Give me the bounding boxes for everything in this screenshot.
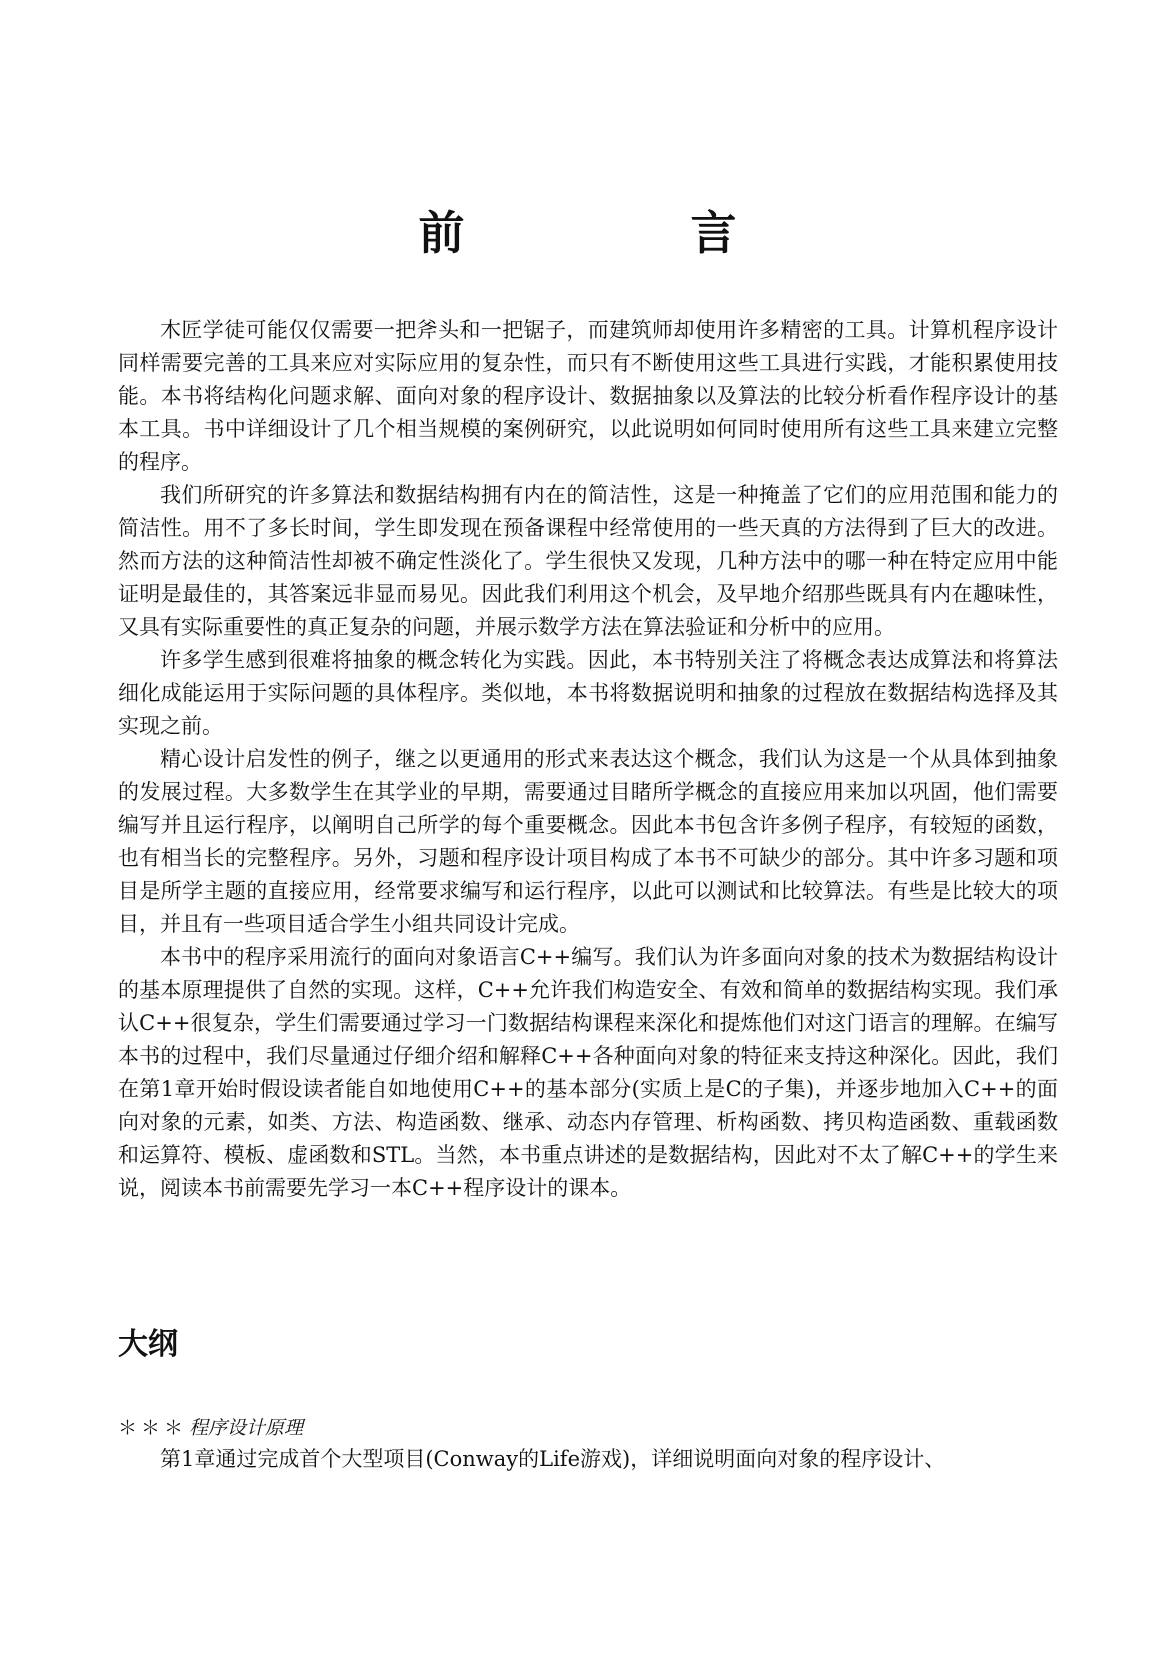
outline-part-title — [118, 1413, 1058, 1443]
part-title-text: 程序设计原理 — [189, 1417, 304, 1439]
paragraph-2: 我们所研究的许多算法和数据结构拥有内在的简洁性，这是一种掩盖了它们的应用范围和能力的简洁性。用不了多长时间，学生即发现在预备课程中经常使用的一些天真的方法得到了巨大的改进。然而方法的这种简洁性却被不确定性淡化了。学生很快又发现，几种方法中的哪一种在特定应用中能证明是最佳的，其答案远非显而易见。因此我们利用这个机会，及早地介绍那些既具有内在趣味性，又具有实际重要性的真正复杂的问题，并展示数学方法在算法验证和分析中的应用。 — [118, 483, 1058, 639]
paragraph-3: 许多学生感到很难将抽象的概念转化为实践。因此，本书特别关注了将概念表达成算法和将算法细化成能运用于实际问题的具体程序。类似地，本书将数据说明和抽象的过程放在数据结构选择及其实现之前。 — [118, 648, 1058, 738]
outline-heading: 大纲 — [118, 1327, 178, 1362]
paragraph-5: 本书中的程序采用流行的面向对象语言C++编写。我们认为许多面向对象的技术为数据结构设计的基本原理提供了自然的实现。这样，C++允许我们构造安全、有效和简单的数据结构实现。我们承认C++很复杂，学生们需要通过学习一门数据结构课程来深化和提炼他们对这门语言的理解。在编写本书的过程中，我们尽量通过仔细介绍和解释C++各种面向对象的特征来支持这种深化。因此，我们在第1章开始时假设读者能自如地使用C++的基本部分(实质上是C的子集)，并逐步地加入C++的面向对象的元素，如类、方法、构造函数、继承、动态内存管理、析构函数、拷贝构造函数、重载函数和运算符、模板、虚函数和STL。当然，本书重点讲述的是数据结构，因此对不太了解C++的学生来说，阅读本书前需要先学习一本C++程序设计的课本。 — [118, 945, 1058, 1200]
outline-section — [118, 1413, 1058, 1476]
paragraph-1: 木匠学徒可能仅仅需要一把斧头和一把锯子，而建筑师却使用许多精密的工具。计算机程序设计同样需要完善的工具来应对实际应用的复杂性，而只有不断使用这些工具进行实践，才能积累使用技能。本书将结构化问题求解、面向对象的程序设计、数据抽象以及算法的比较分析看作程序设计的基本工具。书中详细设计了几个相当规模的案例研究，以此说明如何同时使用所有这些工具来建立完整的程序。 — [118, 318, 1058, 474]
preface-body — [118, 314, 1058, 1205]
part-stars: ＊＊＊ — [118, 1417, 188, 1439]
paragraph-4: 精心设计启发性的例子，继之以更通用的形式来表达这个概念，我们认为这是一个从具体到抽象的发展过程。大多数学生在其学业的早期，需要通过目睹所学概念的直接应用来加以巩固，他们需要编写并且运行程序，以阐明自己所学的每个重要概念。因此本书包含许多例子程序，有较短的函数，也有相当长的完整程序。另外，习题和程序设计项目构成了本书不可缺少的部分。其中许多习题和项目是所学主题的直接应用，经常要求编写和运行程序，以此可以测试和比较算法。有些是比较大的项目，并且有一些项目适合学生小组共同设计完成。 — [118, 747, 1058, 936]
page-title: 前 言 — [418, 206, 827, 260]
outline-first-line: 第1章通过完成首个大型项目(Conway的Life游戏)，详细说明面向对象的程序设计、 — [160, 1447, 946, 1471]
